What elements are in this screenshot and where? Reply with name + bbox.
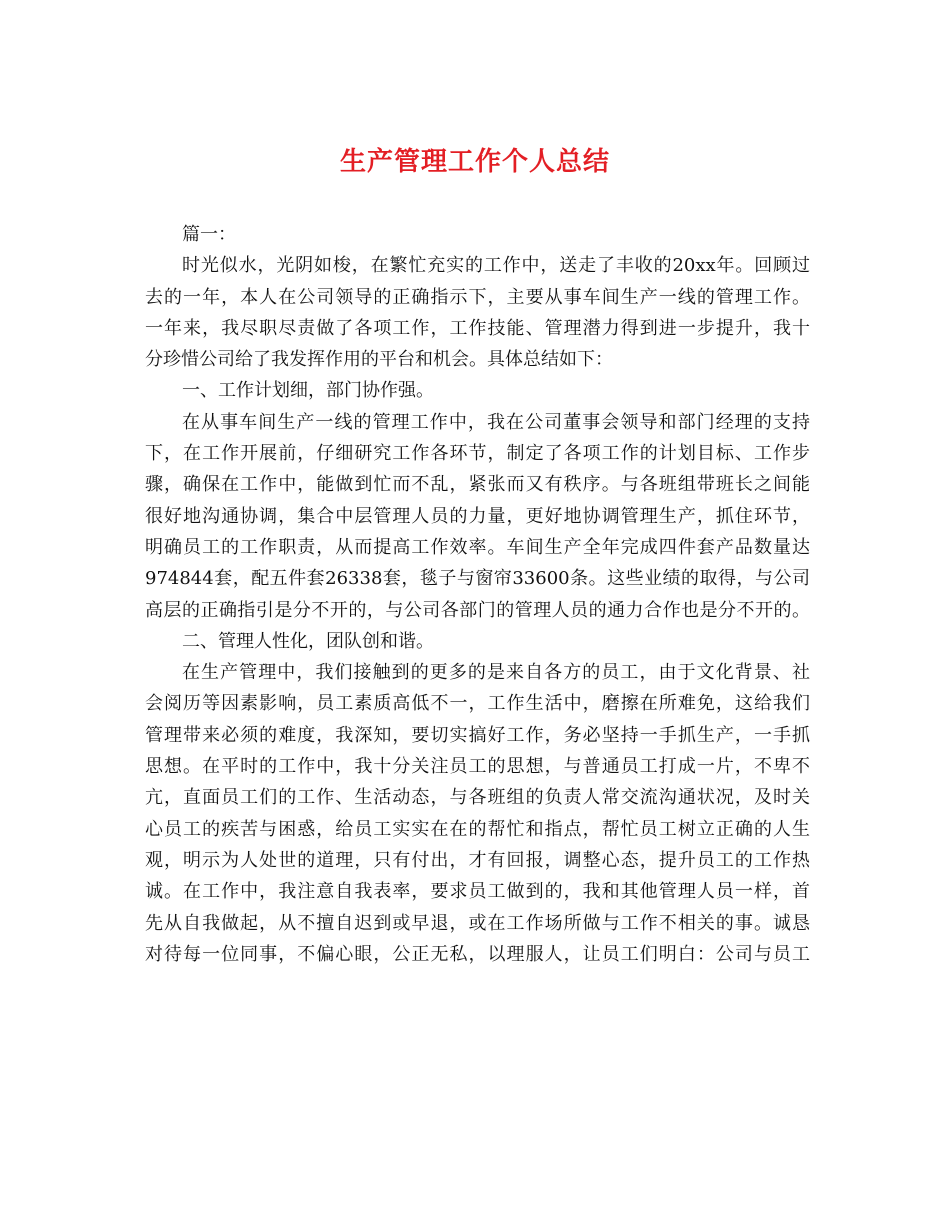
- body-line: 对待每一位同事，不偏心眼，公正无私，以理服人，让员工们明白：公司与员工: [145, 943, 810, 965]
- body-line: 二、管理人性化，团队创和谐。: [182, 630, 434, 652]
- body-line: 下，在工作开展前，仔细研究工作各环节，制定了各项工作的计划目标、工作步: [145, 443, 810, 465]
- body-line: 骤，确保在工作中，能做到忙而不乱，紧张而又有秩序。与各班组带班长之间能: [145, 474, 810, 496]
- body-line: 一、工作计划细，部门协作强。: [182, 380, 434, 402]
- body-line: 观，明示为人处世的道理，只有付出，才有回报，调整心态，提升员工的工作热: [145, 849, 810, 871]
- body-line: 篇一：: [182, 224, 236, 245]
- body-line: 管理带来必须的难度，我深知，要切实搞好工作，务必坚持一手抓生产，一手抓: [145, 724, 810, 746]
- body-line: 很好地沟通协调，集合中层管理人员的力量，更好地协调管理生产，抓住环节，: [145, 505, 810, 527]
- body-line: 在从事车间生产一线的管理工作中，我在公司董事会领导和部门经理的支持: [182, 411, 810, 433]
- body-line: 思想。在平时的工作中，我十分关注员工的思想，与普通员工打成一片，不卑不: [145, 756, 810, 778]
- body-line: 诚。在工作中，我注意自我表率，要求员工做到的，我和其他管理人员一样，首: [145, 881, 810, 903]
- body-line: 一年来，我尽职尽责做了各项工作，工作技能、管理潜力得到进一步提升，我十: [145, 317, 810, 339]
- body-line: 去的一年，本人在公司领导的正确指示下，主要从事车间生产一线的管理工作。: [145, 286, 810, 308]
- body-line: 亢，直面员工们的工作、生活动态，与各班组的负责人常交流沟通状况，及时关: [145, 787, 810, 809]
- body-line: 在生产管理中，我们接触到的更多的是来自各方的员工，由于文化背景、社: [182, 662, 810, 684]
- body-line: 会阅历等因素影响，员工素质高低不一，工作生活中，磨擦在所难免，这给我们: [145, 693, 810, 715]
- document-body: [145, 219, 810, 970]
- body-line: 分珍惜公司给了我发挥作用的平台和机会。具体总结如下：: [145, 349, 613, 371]
- body-line: 明确员工的工作职责，从而提高工作效率。车间生产全年完成四件套产品数量达: [145, 536, 810, 558]
- body-line: 974844套，配五件套26338套，毯子与窗帘33600条。这些业绩的取得，与公司: [145, 568, 810, 590]
- body-line: 高层的正确指引是分不开的，与公司各部门的管理人员的通力合作也是分不开的。: [145, 599, 810, 621]
- document-title: 生产管理工作个人总结: [339, 147, 610, 177]
- body-line: 心员工的疾苦与困惑，给员工实实在在的帮忙和指点，帮忙员工树立正确的人生: [145, 818, 810, 840]
- body-line: 先从自我做起，从不擅自迟到或早退，或在工作场所做与工作不相关的事。诚恳: [145, 912, 810, 934]
- body-line: 时光似水，光阴如梭，在繁忙充实的工作中，送走了丰收的20xx年。回顾过: [182, 255, 810, 277]
